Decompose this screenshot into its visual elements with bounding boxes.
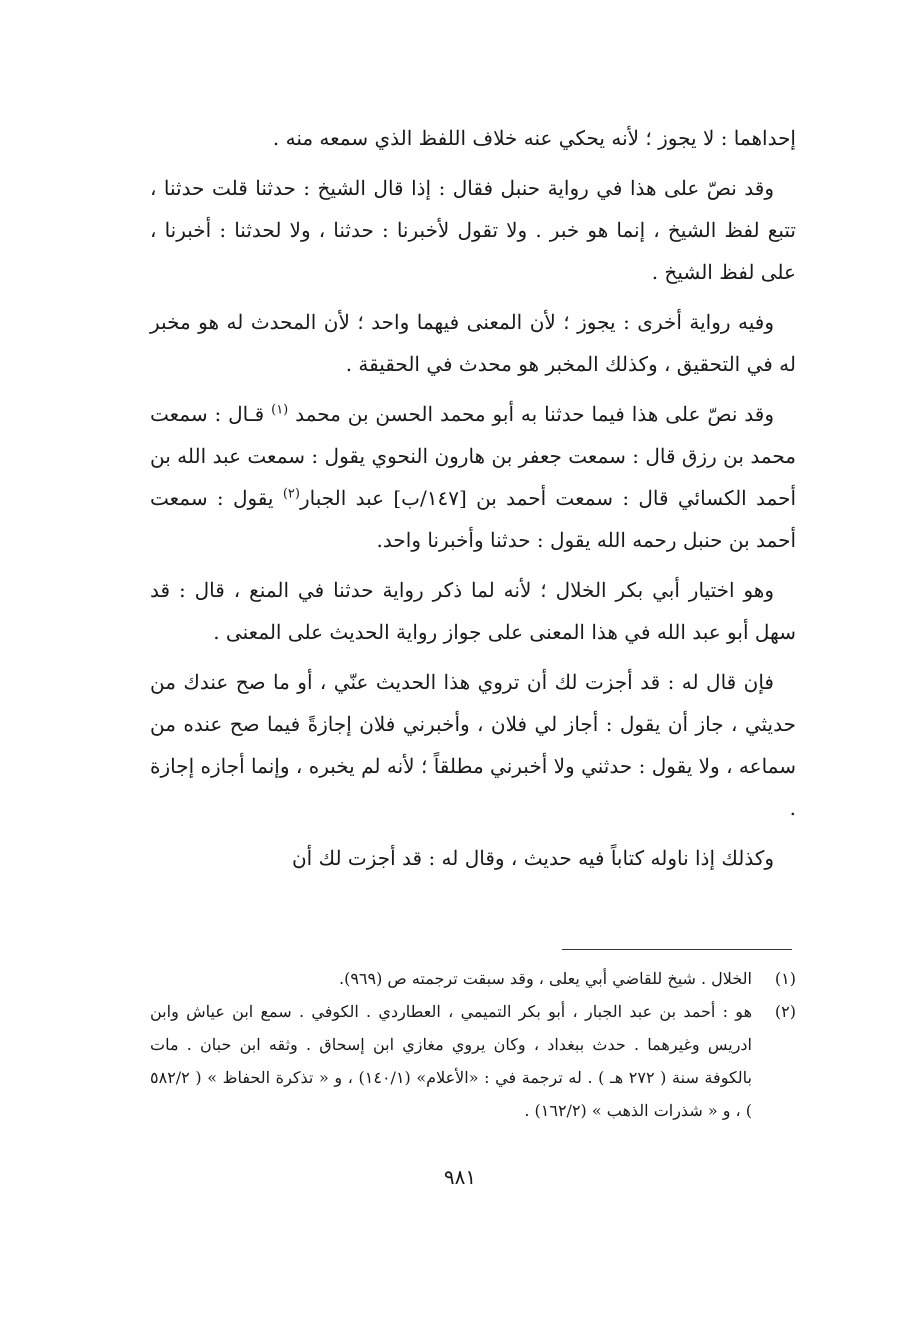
footnote-number: (٢) — [774, 1002, 796, 1021]
paragraph-6: فإن قال له : قد أجزت لك أن تروي هذا الحديث عنّي ، أو ما صح عندك من حديثي ، جاز أن يقول : أجاز لي فلان ، وأخبرني فلان إجازةً فيما صح عنده من سماعه ، ولا يقول : حدثني ولا أخبرني مطلقاً ؛ لأنه لم يخبره ، وإنما أجازه إجازة . — [150, 670, 796, 820]
footnote-ref-1: (١) — [271, 402, 289, 418]
footnotes — [150, 962, 796, 1127]
paragraph-4-part-1: وقد نصّ على هذا فيما حدثنا به أبو محمد الحسن بن محمد — [295, 402, 775, 426]
footnote-1 — [150, 962, 796, 995]
footnote-ref-2: (٢) — [282, 486, 300, 502]
footnote-number: (١) — [774, 969, 796, 988]
paragraph-2: وقد نصّ على هذا في رواية حنبل فقال : إذا قال الشيخ : حدثنا قلت حدثنا ، تتبع لفظ الشيخ ، إنما هو خبر . ولا تقول لأخبرنا : حدثنا ، ولا لحدثنا : أخبرنا ، على لفظ الشيخ . — [150, 176, 796, 284]
paragraph-4 — [150, 393, 796, 561]
paragraph-4-part-3: يقول : سمعت أحمد بن حنبل رحمه الله يقول : حدثنا وأخبرنا واحد. — [150, 486, 796, 552]
paragraph-4-part-2: قـال : سمعت محمد بن رزق قال : سمعت جعفر بن هارون النحوي يقول : سمعت عبد الله بن أحمد الكسائي قال : سمعت أحمد بن [١٤٧/ب] عبد الجبار — [150, 402, 797, 510]
footnote-text: هو : أحمد بن عبد الجبار ، أبو بكر التميمي ، العطاردي . الكوفي . سمع ابن عياش وابن ادريس وغيرهما . حدث ببغداد ، وكان يروي مغازي ابن إسحاق . وثقه ابن حبان . مات بالكوفة سنة ( ٢٧٢ هـ ) . له ترجمة في : «الأعلام» (١٤٠/١) ، و « تذكرة الحفاظ » ( ٥٨٢/٢ ) ، و « شذرات الذهب » (١٦٢/٢) . — [150, 1002, 753, 1120]
paragraph-7: وكذلك إذا ناوله كتاباً فيه حديث ، وقال له : قد أجزت لك أن — [291, 846, 774, 870]
footnote-text: الخلال . شيخ للقاضي أبي يعلى ، وقد سبقت ترجمته ص (٩٦٩). — [338, 969, 752, 988]
footnote-2 — [150, 995, 796, 1127]
paragraph-5: وهو اختيار أبي بكر الخلال ؛ لأنه لما ذكر رواية حدثنا في المنع ، قال : قد سهل أبو عبد الله في هذا المعنى على جواز رواية الحديث على المعنى . — [150, 578, 796, 644]
paragraph-1: إحداهما : لا يجوز ؛ لأنه يحكي عنه خلاف اللفظ الذي سمعه منه . — [272, 126, 796, 150]
page-number: ٩٨١ — [443, 1165, 477, 1189]
main-text — [150, 117, 796, 887]
paragraph-3: وفيه رواية أخرى : يجوز ؛ لأن المعنى فيهما واحد ؛ لأن المحدث له هو مخبر له في التحقيق ، وكذلك المخبر هو محدث في الحقيقة . — [150, 310, 796, 376]
footnote-separator — [562, 949, 792, 950]
